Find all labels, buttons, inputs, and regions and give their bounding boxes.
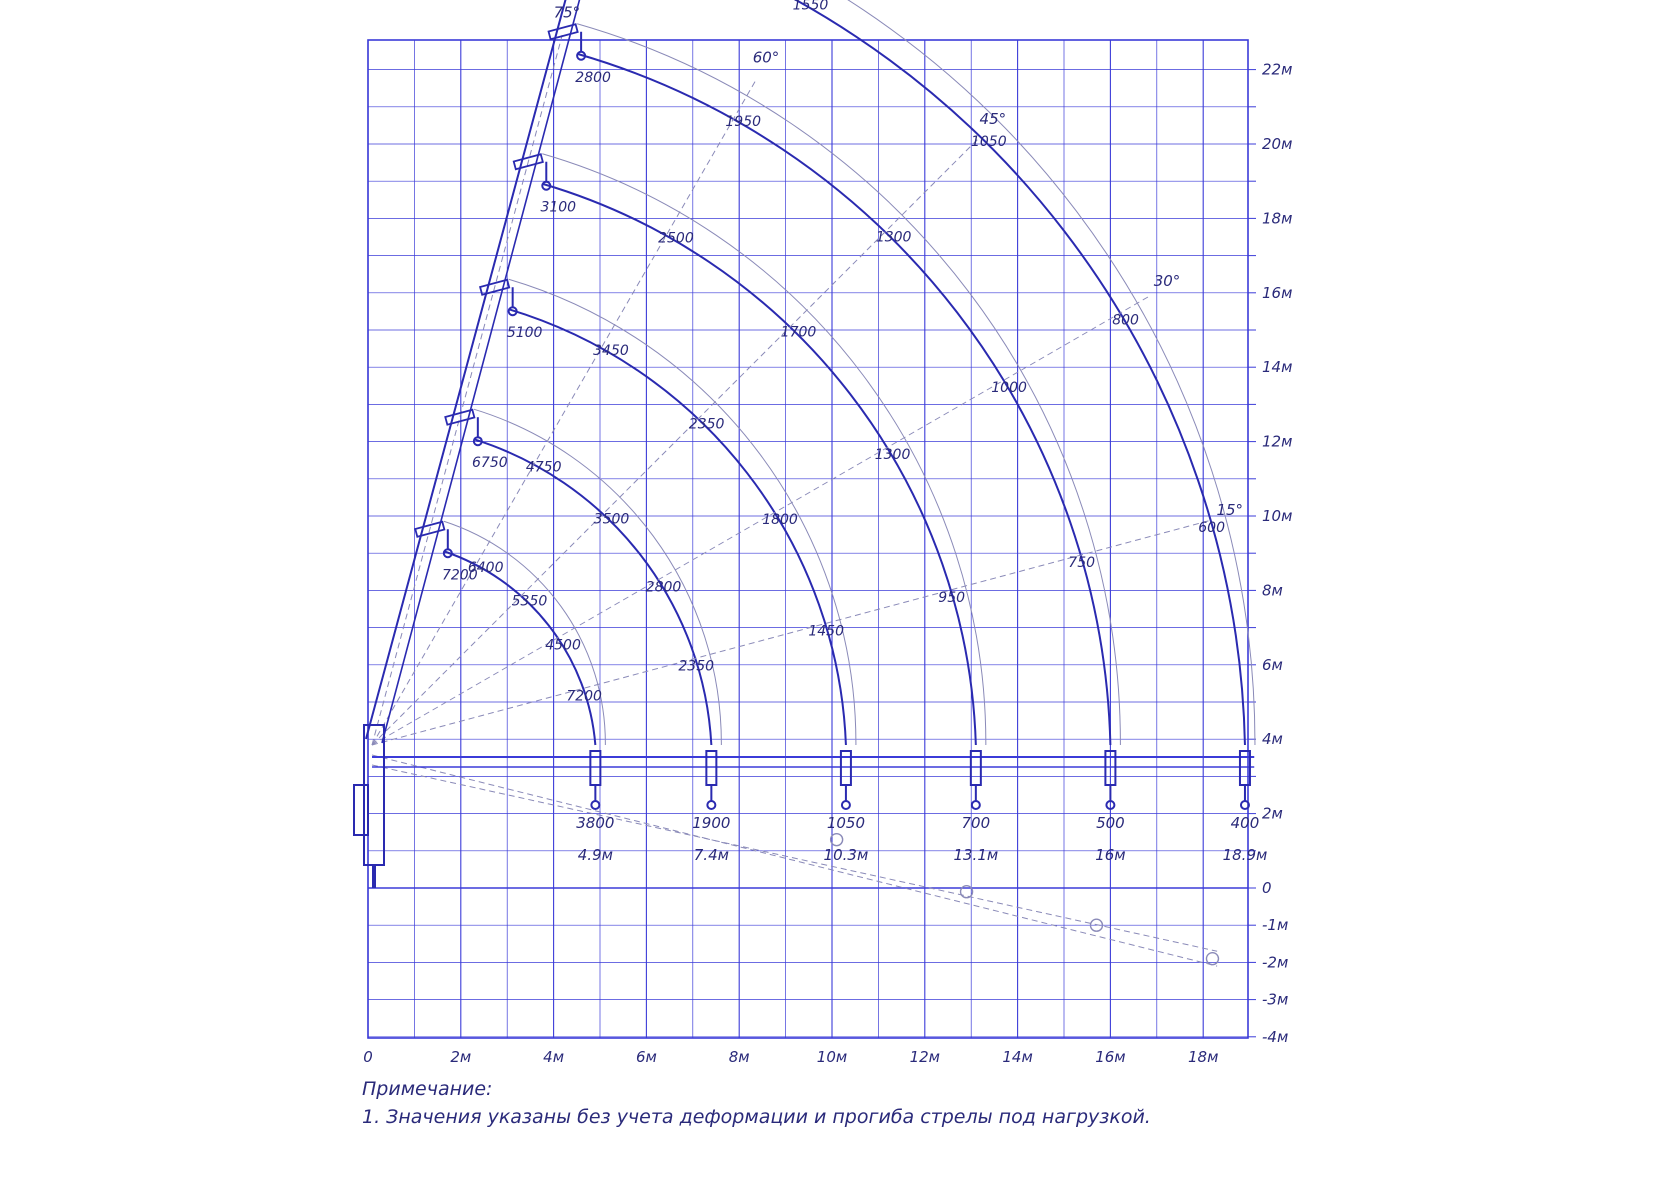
angle-label: 60° <box>752 48 780 67</box>
y-tick-label: 6м <box>1262 655 1283 674</box>
horizontal-load-label: 500 <box>1096 814 1125 832</box>
arc-load-label: 6750 <box>472 455 508 472</box>
arc-load-label: 1550 <box>792 0 829 14</box>
angle-ray <box>372 35 562 745</box>
arc-load-label: 6400 <box>467 559 504 576</box>
y-tick-label: 20м <box>1262 135 1293 153</box>
boom-line-left <box>366 0 592 739</box>
angle-label: 45° <box>979 110 1007 129</box>
load-arc <box>542 184 976 745</box>
arc-load-label: 3100 <box>540 199 577 216</box>
x-tick-label: 0 <box>363 1048 373 1066</box>
load-arc <box>612 0 1245 745</box>
arc-load-label: 800 <box>1112 312 1139 329</box>
arc-load-label: 950 <box>938 589 966 606</box>
arc-load-label: 600 <box>1198 520 1225 537</box>
arc-load-label: 5100 <box>506 325 543 342</box>
labels <box>363 0 1292 1066</box>
outer-arc <box>506 279 856 745</box>
y-tick-label: 14м <box>1262 358 1293 377</box>
x-tick-label: 4м <box>543 1048 565 1066</box>
arc-load-label: 7200 <box>441 567 478 584</box>
arc-load-label: 2500 <box>658 230 694 247</box>
hook-icon <box>972 801 980 809</box>
hook-icon <box>707 801 715 809</box>
angle-label: 75° <box>553 3 581 22</box>
arc-load-label: 1300 <box>874 447 911 464</box>
y-tick-label: 12м <box>1262 432 1293 451</box>
x-tick-label: 6м <box>635 1048 657 1066</box>
angle-ray <box>372 137 980 745</box>
x-tick-label: 14м <box>1002 1048 1033 1066</box>
arc-load-label: 1950 <box>725 113 762 130</box>
arc-load-label: 5350 <box>511 593 548 610</box>
y-tick-label: 0 <box>1262 879 1272 897</box>
negative-ray <box>372 755 1217 966</box>
y-tick-label: 22м <box>1262 60 1293 79</box>
horizontal-load-label: 400 <box>1230 814 1260 832</box>
y-tick-label: -2м <box>1262 953 1289 972</box>
arc-load-label: 750 <box>1068 554 1096 571</box>
arc-load-label: 4500 <box>545 637 581 654</box>
arc-load-label: 2800 <box>645 579 682 596</box>
grid <box>368 40 1256 1038</box>
arc-load-label: 2800 <box>575 69 611 86</box>
reach-label: 7.4м <box>693 846 729 864</box>
reach-label: 4.9м <box>577 846 613 864</box>
arc-load-label: 7200 <box>566 688 602 705</box>
boom-line-right <box>382 0 604 743</box>
outer-arc <box>441 521 606 745</box>
y-tick-label: -3м <box>1262 990 1289 1009</box>
reach-label: 10.3м <box>823 846 869 864</box>
y-tick-label: 18м <box>1262 209 1293 228</box>
reach-label: 13.1м <box>953 846 999 864</box>
outer-arc <box>542 154 986 745</box>
arc-load-label: 3450 <box>593 342 629 359</box>
arc-load-label: 2350 <box>678 658 715 675</box>
load-arc <box>577 54 1110 745</box>
outer-arc <box>612 0 1255 745</box>
arc-load-label: 1000 <box>991 379 1027 396</box>
arc-load-label: 1800 <box>762 512 798 529</box>
horizontal-load-label: 3800 <box>576 814 615 832</box>
y-tick-label: 10м <box>1262 507 1293 525</box>
x-tick-label: 10м <box>816 1048 848 1066</box>
reach-label: 16м <box>1095 846 1126 864</box>
hook-icon <box>591 801 599 809</box>
arc-load-label: 4750 <box>525 459 562 476</box>
arc-load-label: 1700 <box>780 324 817 341</box>
arc-load-label: 2350 <box>688 416 725 433</box>
hook-icon <box>842 801 850 809</box>
angle-rays <box>372 35 1217 966</box>
angle-label: 15° <box>1216 501 1244 520</box>
arc-load-label: 1050 <box>970 134 1007 151</box>
x-tick-label: 8м <box>728 1048 750 1066</box>
angle-ray <box>372 520 1212 745</box>
y-tick-label: -1м <box>1262 916 1289 935</box>
horizontal-load-label: 1900 <box>692 814 731 832</box>
horizontal-load-label: 1050 <box>826 814 866 832</box>
x-tick-label: 16м <box>1095 1048 1126 1066</box>
boom-section <box>549 24 578 39</box>
arc-load-label: 1300 <box>875 229 912 246</box>
y-tick-label: -4м <box>1262 1027 1289 1046</box>
note-text: 1. Значения указаны без учета деформации и прогиба стрелы под нагрузкой. <box>362 1106 1151 1128</box>
hook-icon-negative <box>1206 953 1218 965</box>
horizontal-load-label: 700 <box>961 814 991 832</box>
arc-load-label: 3500 <box>593 511 630 528</box>
x-tick-label: 2м <box>450 1048 472 1066</box>
note-title: Примечание: <box>362 1078 493 1100</box>
angle-label: 30° <box>1153 272 1181 290</box>
y-tick-label: 8м <box>1262 581 1283 600</box>
x-tick-label: 12м <box>909 1048 941 1066</box>
x-tick-label: 18м <box>1187 1048 1219 1066</box>
y-tick-label: 2м <box>1262 804 1283 823</box>
reach-label: 18.9м <box>1222 846 1268 864</box>
crane-cylinder <box>354 785 368 835</box>
arc-load-label: 1450 <box>808 623 845 640</box>
y-tick-label: 4м <box>1262 730 1283 749</box>
y-tick-label: 16м <box>1262 283 1293 302</box>
